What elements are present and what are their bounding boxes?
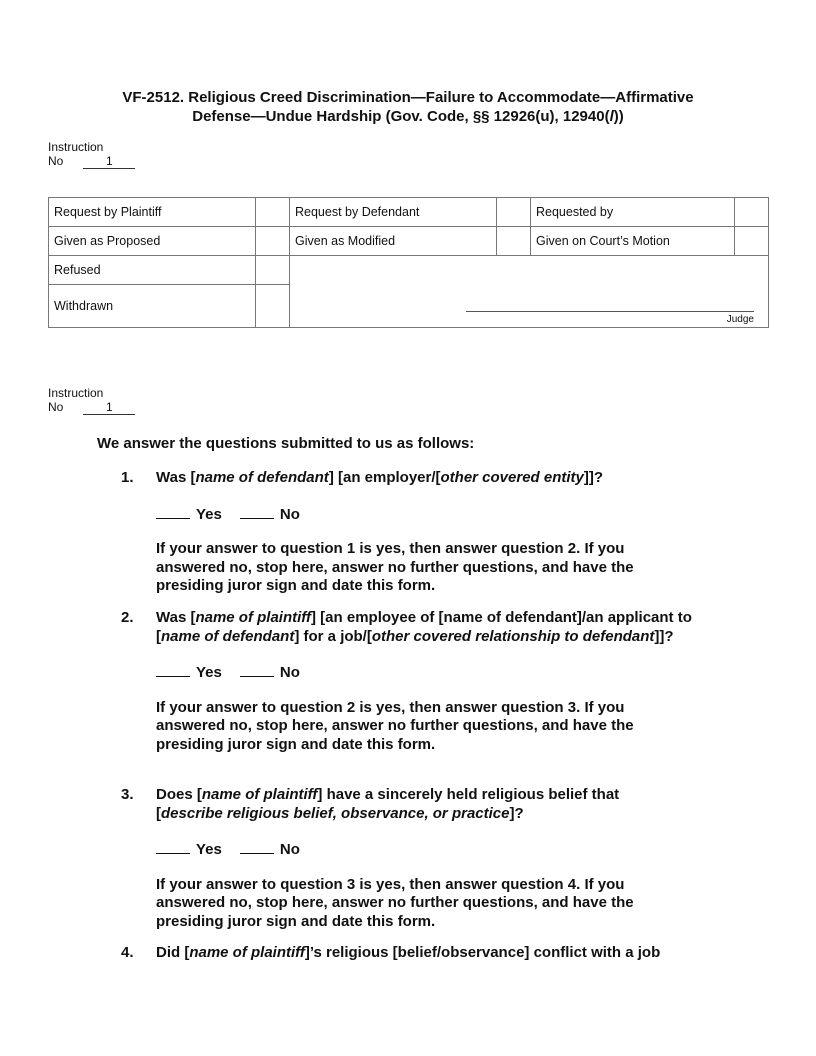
- request-by-plaintiff-label: Request by Plaintiff: [49, 198, 256, 227]
- instruction-number-block-bottom: [48, 386, 135, 415]
- question-number: 2.: [121, 609, 134, 626]
- question-text: Did [name of plaintiff]’s religious [belief/observance] conflict with a job: [156, 944, 661, 961]
- question-text: Was [name of plaintiff] [an employee of [name of defendant]/an applicant to [name of defendant] for a job/[other covered relationship to defendant]]?: [156, 609, 692, 645]
- given-as-proposed-label: Given as Proposed: [49, 227, 256, 256]
- yes-no-answer: [156, 839, 741, 860]
- refused-label: Refused: [49, 256, 256, 285]
- verdict-intro: We answer the questions submitted to us as follows:: [97, 435, 475, 452]
- question-number: 3.: [121, 786, 134, 803]
- question-instruction: If your answer to question 2 is yes, then answer question 3. If you answered no, stop here, answer no further questions, and have the presiding juror sign and date this form.: [156, 698, 634, 753]
- yes-blank[interactable]: [156, 839, 190, 854]
- no-label: No: [279, 664, 300, 681]
- request-by-defendant-checkbox[interactable]: [497, 198, 531, 227]
- given-on-courts-motion-checkbox[interactable]: [735, 227, 769, 256]
- question-instruction: If your answer to question 3 is yes, then answer question 4. If you answered no, stop here, answer no further questions, and have the presiding juror sign and date this form.: [156, 875, 634, 930]
- request-by-plaintiff-checkbox[interactable]: [256, 198, 290, 227]
- title-line-2: [60, 107, 756, 126]
- no-label: No: [279, 841, 300, 858]
- question-instruction: If your answer to question 1 is yes, then answer question 2. If you answered no, stop here, answer no further questions, and have the presiding juror sign and date this form.: [156, 540, 634, 594]
- no-blank[interactable]: [240, 662, 274, 677]
- instruction-number: 1: [83, 401, 135, 415]
- question-2: [121, 609, 741, 754]
- yes-blank[interactable]: [156, 662, 190, 677]
- no-blank[interactable]: [240, 839, 274, 854]
- question-1: [121, 469, 741, 596]
- given-as-proposed-checkbox[interactable]: [256, 227, 290, 256]
- title-line-1: VF-2512. Religious Creed Discrimination—Failure to Accommodate—Affirmative: [122, 89, 694, 106]
- judge-signature-area: [290, 256, 769, 328]
- yes-no-answer: [156, 504, 741, 525]
- no-label: No: [48, 400, 64, 414]
- yes-label: Yes: [196, 841, 222, 858]
- title-line-2-italic: l: [609, 108, 614, 125]
- instruction-number: 1: [83, 155, 135, 169]
- given-on-courts-motion-label: Given on Court’s Motion: [531, 227, 735, 256]
- request-by-defendant-label: Request by Defendant: [290, 198, 497, 227]
- question-number: 1.: [121, 469, 134, 486]
- instruction-label: Instruction: [48, 140, 104, 154]
- instruction-label: Instruction: [48, 386, 104, 400]
- yes-label: Yes: [196, 505, 222, 523]
- no-label: No: [48, 154, 64, 168]
- yes-no-answer: [156, 662, 741, 683]
- question-text: Was [name of defendant] [an employer/[other covered entity]]?: [156, 469, 604, 486]
- yes-label: Yes: [196, 664, 222, 681]
- no-label: No: [279, 505, 300, 523]
- given-as-modified-checkbox[interactable]: [497, 227, 531, 256]
- requested-by-checkbox[interactable]: [735, 198, 769, 227]
- question-4: [121, 944, 741, 963]
- requested-by-label: Requested by: [531, 198, 735, 227]
- refused-checkbox[interactable]: [256, 256, 290, 285]
- withdrawn-checkbox[interactable]: [256, 285, 290, 328]
- yes-blank[interactable]: [156, 504, 190, 519]
- given-as-modified-label: Given as Modified: [290, 227, 497, 256]
- withdrawn-label: Withdrawn: [49, 285, 256, 328]
- instruction-number-block-top: [48, 140, 135, 169]
- no-blank[interactable]: [240, 504, 274, 519]
- question-3: [121, 786, 741, 931]
- question-text: Does [name of plaintiff] have a sincerely held religious belief that [describe religious belief, observance, or practice]?: [156, 786, 620, 822]
- judge-label: Judge: [726, 314, 754, 325]
- judge-signature-line[interactable]: [466, 311, 754, 312]
- title-line-2-end: )): [613, 108, 624, 125]
- request-status-table: [48, 197, 769, 328]
- title-line-2-text: Defense—Undue Hardship (Gov. Code, §§ 12926(u), 12940(: [192, 108, 610, 125]
- document-title: [60, 88, 756, 126]
- question-number: 4.: [121, 944, 134, 961]
